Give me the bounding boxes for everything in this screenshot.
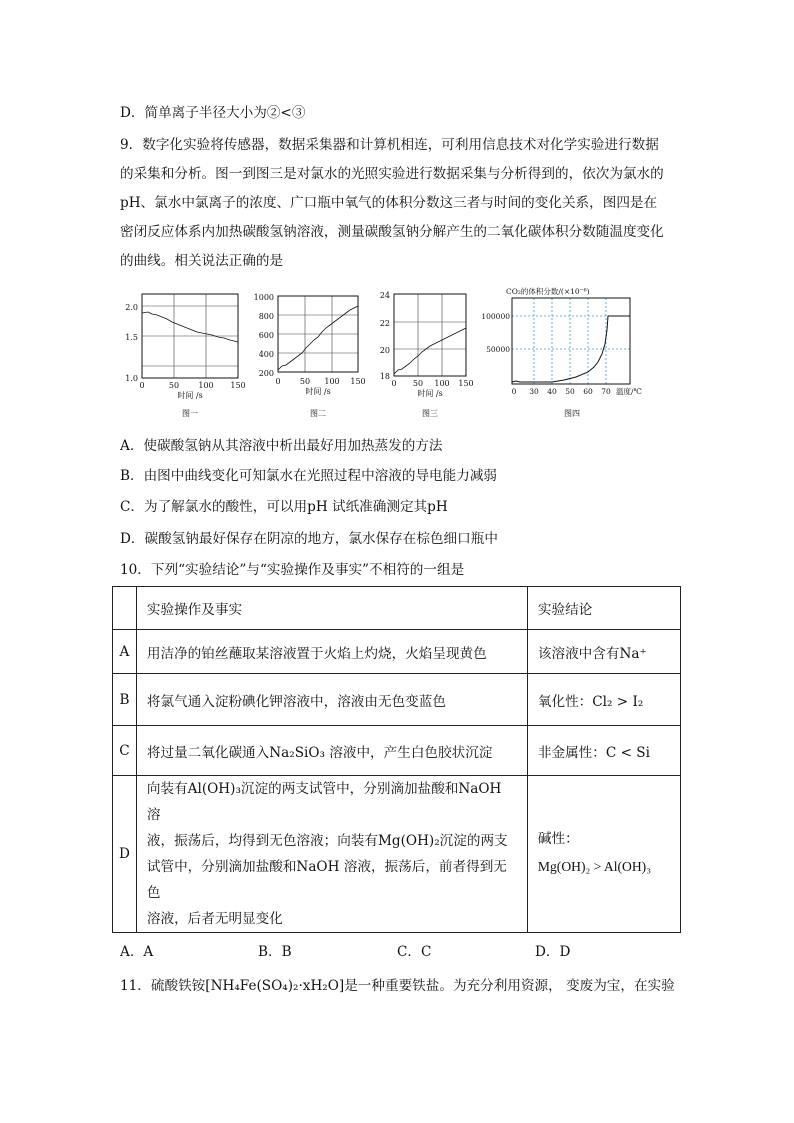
figure-1 xyxy=(112,286,247,425)
fig1-xtick: 0 xyxy=(139,381,145,390)
table-row xyxy=(113,630,681,674)
q9-stem-line: 9．数字化实验将传感器，数据采集器和计算机相连，可利用信息技术对化学实验进行数据 xyxy=(120,137,659,153)
row-operation-line: 试管中，分别滴加盐酸和NaOH 溶液，振荡后，前者得到无色 xyxy=(146,859,507,901)
fig1-xtick: 50 xyxy=(168,381,180,390)
q9-stem-line: 的采集和分析。图一到图三是对氯水的光照实验进行数据采集与分析得到的，依次为氯水的 xyxy=(120,166,664,182)
table-cell xyxy=(113,587,137,630)
fig4-caption: 图四 xyxy=(564,409,580,418)
fig3-caption: 图三 xyxy=(422,409,438,418)
fig4-ytick: 100000 xyxy=(481,312,510,321)
fig1-xlabel: 时间 /s xyxy=(177,391,203,400)
q9-stem xyxy=(120,131,680,276)
fig3-xtick: 0 xyxy=(391,379,397,388)
q10-stem: 10．下列“实验结论”与“实验操作及事实”不相符的一组是 xyxy=(120,562,465,578)
row-conclusion: 氧化性：Cl₂ > I₂ xyxy=(527,674,680,726)
fig3-xtick: 50 xyxy=(412,379,424,388)
row-operation-line: 液，振荡后，均得到无色溶液；向装有Mg(OH)₂沉淀的两支 xyxy=(146,833,508,849)
row-operation: 将氯气通入淀粉碘化钾溶液中，溶液由无色变蓝色 xyxy=(136,674,527,726)
q8-option-d: D．简单离子半径大小为②<③ xyxy=(120,105,306,121)
fig2-ytick: 200 xyxy=(258,369,274,378)
table-row xyxy=(113,726,681,776)
fig3-xtick: 150 xyxy=(458,379,474,388)
row-letter: C xyxy=(113,726,137,776)
fig2-xtick: 0 xyxy=(275,377,281,386)
fig4-title: CO₂的体积分数/(×10⁻⁶) xyxy=(506,287,590,296)
row-conclusion xyxy=(527,776,680,933)
fig3-ytick: 20 xyxy=(379,346,390,355)
fig2-ytick: 400 xyxy=(258,350,274,359)
row-operation-line: 溶液，后者无明显变化 xyxy=(146,911,283,927)
figure-3 xyxy=(366,286,501,425)
fig3-ytick: 18 xyxy=(379,372,390,381)
fig1-caption: 图一 xyxy=(182,409,198,418)
fig2-xtick: 50 xyxy=(299,377,311,386)
table-header-conclusion: 实验结论 xyxy=(527,587,680,630)
fig4-ytick: 50000 xyxy=(486,345,510,354)
fig4-xtick: 0 xyxy=(511,387,517,396)
choice-b: B．B xyxy=(258,944,292,960)
fig2-ytick: 800 xyxy=(258,312,274,321)
q11-stem: 11．硫酸铁铵[NH₄Fe(SO₄)₂·xH₂O]是一种重要铁盐。为充分利用资源， 变废为宝，在实验 xyxy=(120,978,675,994)
choice-c: C．C xyxy=(397,944,432,960)
fig2-xtick: 100 xyxy=(324,377,340,386)
q9-figures xyxy=(112,286,652,426)
fig1-ytick: 1.5 xyxy=(125,333,138,342)
row-conclusion-line: Mg(OH)₂ > Al(OH)₃ xyxy=(537,859,651,874)
row-letter: A xyxy=(113,630,137,674)
fig3-xlabel: 时间 /s xyxy=(417,389,443,398)
table-row xyxy=(113,674,681,726)
fig4-xlabel: 温度/℃ xyxy=(616,387,642,396)
table-header-row xyxy=(113,587,681,630)
fig3-ytick: 24 xyxy=(379,291,390,300)
table-header-op: 实验操作及事实 xyxy=(136,587,527,630)
choice-d: D．D xyxy=(535,944,571,960)
q9-stem-line: 密闭反应体系内加热碳酸氢钠溶液，测量碳酸氢钠分解产生的二氧化碳体积分数随温度变化 xyxy=(120,224,664,240)
fig2-ytick: 600 xyxy=(258,331,274,340)
fig4-xtick: 70 xyxy=(601,387,611,396)
fig4-xtick: 50 xyxy=(565,387,575,396)
row-operation: 用洁净的铂丝蘸取某溶液置于火焰上灼烧，火焰呈现黄色 xyxy=(136,630,527,674)
row-conclusion-line: 碱性： xyxy=(537,831,579,847)
fig3-ytick: 22 xyxy=(379,319,390,328)
table-row xyxy=(113,776,681,933)
q9-option-c: C．为了解氯水的酸性，可以用pH 试纸准确测定其pH xyxy=(120,499,448,515)
q9-option-b: B．由图中曲线变化可知氯水在光照过程中溶液的导电能力减弱 xyxy=(120,468,498,484)
row-operation-line: 向装有Al(OH)₃沉淀的两支试管中，分别滴加盐酸和NaOH 溶 xyxy=(146,781,502,823)
row-letter: D xyxy=(113,776,137,933)
fig1-ytick: 2.0 xyxy=(125,303,138,312)
fig1-ytick: 1.0 xyxy=(125,374,138,383)
row-operation: 将过量二氧化碳通入Na₂SiO₃ 溶液中，产生白色胶状沉淀 xyxy=(136,726,527,776)
row-conclusion: 非金属性：C < Si xyxy=(527,726,680,776)
row-letter: B xyxy=(113,674,137,726)
q9-stem-line: 的曲线。相关说法正确的是 xyxy=(120,253,284,269)
choice-a: A．A xyxy=(120,944,154,960)
fig2-xtick: 150 xyxy=(350,377,366,386)
row-conclusion: 该溶液中含有Na⁺ xyxy=(527,630,680,674)
q10-table xyxy=(112,586,681,933)
fig3-xtick: 100 xyxy=(434,379,450,388)
figure-4 xyxy=(481,286,652,425)
fig1-xtick: 150 xyxy=(230,381,246,390)
q9-option-a: A．使碳酸氢钠从其溶液中析出最好用加热蒸发的方法 xyxy=(120,438,443,454)
fig2-caption: 图二 xyxy=(310,409,326,418)
figure-2 xyxy=(248,286,383,425)
fig2-xlabel: 时间 /s xyxy=(305,387,331,396)
q9-stem-line: pH、氯水中氯离子的浓度、广口瓶中氧气的体积分数这三者与时间的变化关系，图四是在 xyxy=(120,195,658,211)
fig4-xtick: 40 xyxy=(547,387,557,396)
fig4-xtick: 60 xyxy=(583,387,593,396)
fig4-xtick: 30 xyxy=(529,387,539,396)
fig2-ytick: 1000 xyxy=(253,293,274,302)
q9-option-d: D．碳酸氢钠最好保存在阴凉的地方，氯水保存在棕色细口瓶中 xyxy=(120,531,498,547)
row-operation xyxy=(136,776,527,933)
fig1-xtick: 100 xyxy=(198,381,214,390)
